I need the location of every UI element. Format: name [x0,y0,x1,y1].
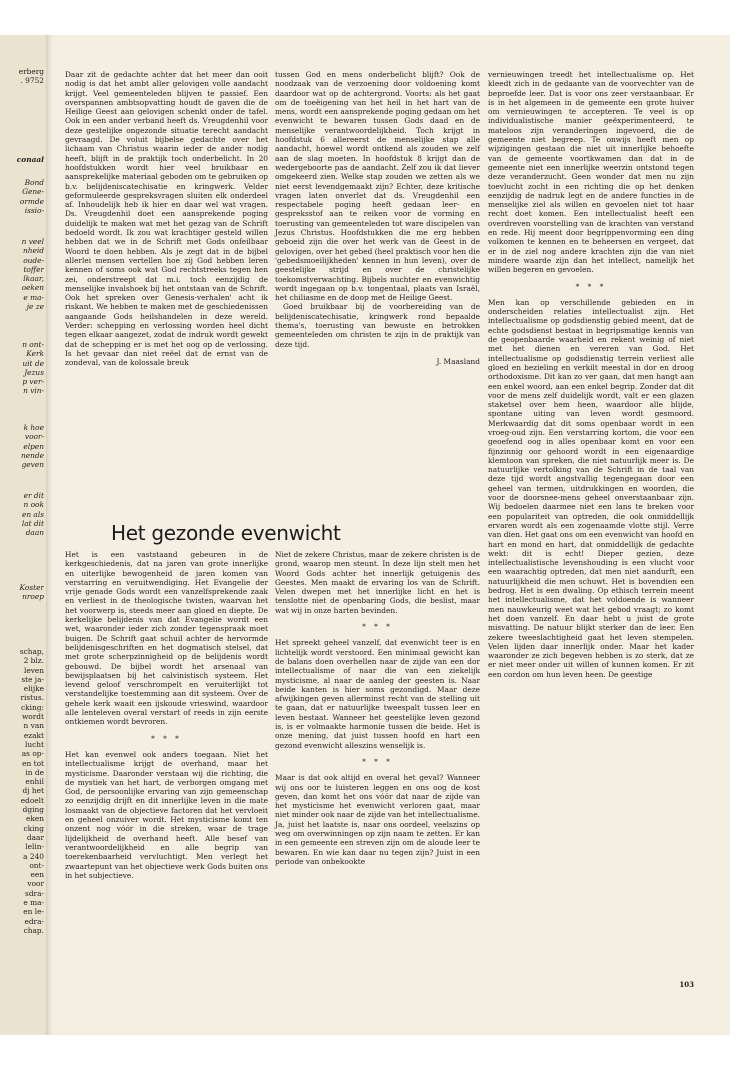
edge-text-block-c [1,178,44,215]
edge-text-line: Gene- [22,187,44,197]
article-paragraph: Niet de zekere Christus, maar de zekere christen is de grond, waarop men steunt. In deze lijn stelt men het Woord Gods achter het innerlijk getuigenis des Geestes. Men maakt de ervaring los van de Schrift. Velen dwepen met het innerlijke licht en het is tenslotte niet de openbaring Gods, die beslist, maar wat wij in onze harten bevinden. [275,550,480,615]
edge-text-line: wordt [21,712,44,722]
edge-text-line: elpen [23,441,44,451]
article-paragraph: Men kan op verschillende gebieden en in onderscheiden relaties intellectualist zijn. Het intellectualisme op godsdienstig gebied meent, dat de echte godsdienst bestaat in begripsmatige kennis van de geopenbaarde waarheid en rekent weinig of niet met het dienen en vereren van God. Het intellectualisme op godsdienstig terrein verliest alle gloed en bezieling en verkilt meestal in dor en droog orthodoxisme. Dit kan zo ver gaan, dat men hangt aan een enkel woord, aan een enkel begrip. Zonder dat dit voor de mens zelf duidelijk wordt, valt er een glazen staketsel over hem heen, waardoor alle blijde, spontane uiting van leven wordt gesmoord. Merkwaardig dat dit soms openbaar wordt in een vroeg-oud zijn. Een verstarring kortom, die voor een geoefend oog in alles openbaar komt en voor een fijnzinnig oor gehoord wordt in een eigenaardige klemtoon van spreken, die niet natuurlijk meer is. De natuurlijke vertolking van de Schrift in de taal van deze tijd wordt angstvallig tegengegaan door een geheel van termen, uitdrukkingen en woorden, die voor de doorsnee-mens geheel onverstaanbaar zijn. Wij bedoelen daarmee niet een lans te breken voor een populariteit van optreden, die ook onmiddellijk ervaren wordt als een zogenaamde vlotte stijl. Verre van dien. Het gaat ons om een evenwicht van hoofd en hart en mond en hart, dat onmiddellijk de gedachte wekt: dit is echt! Dieper gezien, deze intellectualistische levenshouding is een vlucht voor een waarachtig optreden, dat men niet aandurft, een natuurlijkheid die men schuwt. Het is bovendien een bedrog. Het is een dwaling. Op ethisch terrein meent het intellectualisme, dat het voldoende is wanneer men nauwkeurig weet wat het gebod vraagt; zo komt het doen vanzelf. En daar hebt u juist de grote misvatting. De natuur blijkt sterker dan de leer. Een zekere tweeslachtigheid gaat het leven stempelen. Velen lijden daar innerlijk onder. Maar het kader waaronder ze zich begeven hebben is zo sterk, dat ze er niet meer onder uit willen of kunnen komen. Er zit een cordon om hun leven heen. De geestige [488,297,694,679]
edge-text-line: n van [23,721,44,731]
edge-text-line: toffer [23,264,44,274]
edge-text-line: n veel [21,237,44,246]
edge-text-line: nroep [22,592,44,602]
edge-text-line: dj het [22,786,44,796]
edge-text-line: oeken [21,283,44,293]
article-paragraph: Het kan evenwel ook anders toegaan. Niet het intellectualisme krijgt de overhand, maar het mysticisme. Daaronder verstaan wij die richting, die de mystiek van het hart, de verborgen omgang met God, de persoonlijke ervaring van zijn gemeenschap zo eenzijdig drijft en dit innerlijke leven in die mate losmaakt van de objectieve factoren dat het vervloeit en geheel onzuiver wordt. Het mysticisme komt ten onzent nog vóór in die streken, waar de trage lijdelijkheid de overhand heeft. Alle besef van verantwoordelijkheid en alle begrip van toerekenbaarheid vervluchtigt. Men verlegt het zwaartepunt van het objectieve werk Gods buiten ons in het subjectieve. [65,749,268,880]
edge-text-line: lucht [25,739,44,749]
edge-text-line: edra- [24,916,44,926]
edge-text-block-d [1,237,44,311]
article-column-2 [275,550,480,866]
edge-text-line: Bond [24,178,44,187]
edge-text-line: lkaar, [23,274,44,284]
edge-text-line: ont- [29,860,44,870]
section-separator: * * * [362,622,393,632]
edge-text-line: en le- [23,907,44,917]
edge-text-line: daar [26,832,44,842]
edge-text-line: Jezus [24,367,44,377]
edge-text-line: as op- [21,749,44,759]
edge-text-line: lat dit [21,518,44,528]
edge-text-line: Koster [19,583,44,592]
page-number: 103 [679,980,694,989]
article-paragraph: Het spreekt geheel vanzelf, dat evenwicht teer is en lichtelijk wordt verstoord. Een minimaal gewicht kan de balans doen overhellen naar de zijde van een dor intellectualisme of naar die van een ziekelijk mysticisme, al naar de aanleg der geesten is. Naar beide kanten is hier soms gezondigd. Maar deze afwijkingen geven allerminst recht van de stelling uit te gaan, dat er natuurlijke tweespalt tussen leer en leven bestaat. Wanneer het geestelijke leven gezond is, is er volmaakte harmonie tussen die beide. Het is onze mening, dat juist tussen hoofd en hart een gezond evenwicht alleszins wenselijk is. [275,638,480,750]
edge-text-line: cking [23,823,44,833]
article-page [46,35,730,1035]
article-headline: Het gezonde evenwicht [111,521,341,545]
edge-text-line: conaal [16,155,44,164]
edge-text-line: n ont- [22,340,44,349]
edge-text-line: edoelt [20,795,44,805]
edge-text-block-b [1,155,44,164]
edge-text-block-a [1,67,44,86]
section-separator: * * * [362,756,393,766]
section-separator: * * * [151,733,182,743]
edge-text-line: schap, [19,647,44,656]
edge-text-line: n vin- [23,386,44,396]
edge-text-block-g [1,491,44,537]
edge-text-line: cking: [21,702,44,712]
edge-text-line: chap. [23,925,44,935]
review-column-2 [275,70,480,366]
edge-text-line: geven [21,460,44,470]
edge-text-line: ezakt [23,730,44,740]
edge-text-line: e ma- [23,898,44,908]
edge-text-line: leven [23,665,44,675]
edge-text-block-h [1,583,44,602]
edge-text-line: nheid [23,246,44,256]
article-paragraph: vernieuwingen treedt het intellectualisme op. Het kleedt zich in de gedaante van de voorvechter van de beproefde leer. Dat is voor ons zeer verstaanbaar. Er is in het algemeen in de gemeente een grote huiver om vernieuwingen te accepteren. Te veel is op individualistische manier geëxperimenteerd, te mateloos zijn veranderingen ingevoerd, die de gemeente niet begreep. Te onwijs heeft men op wijzigingen gestaan die niet uit innerlijke behoefte van de gemeente voortkwamen dan dat in de gemeente niet een innerlijke weerzin ontstond tegen deze veranderzucht. Geen wonder dat men nu zijn toevlucht zocht in een richting die op het denken eenzijdig de nadruk legt en de andere functies in de menselijke ziel als willen en gevoelen niet tot haar recht doet komen. Een intellectualist heeft een overdreven voorstelling van de krachten van verstand en rede. Hij meent door begrippenvorming een ding volkomen te kennen en te beheersen en vergeet, dat er in de ziel nog andere krachten zijn die van niet mindere waarde zijn dan het intellect, namelijk het willen begeren en gevoelen. [488,70,694,275]
edge-text-line: er dit [23,491,44,500]
edge-text-line: nende [21,450,44,460]
edge-text-line: en als [21,509,44,519]
edge-text-line: e ma- [23,292,44,302]
review-paragraph: tussen God en mens onderbelicht blijft? Ook de noodzaak van de verzoening door voldoening komt daardoor wat op de achtergrond. Voorts: als het gaat om de toeëigening van het heil in het hart van de mens, wordt een aansprekende poging gedaan om het evenwicht te bewaren tussen Gods daad en de menselijke verantwoordelijkheid. Toch krijgt in hoofdstuk 6 allereerst de menselijke stap alle aandacht, hoewel wordt ontkend als zouden we zelf aan de slag moeten. In hoofdstuk 8 krijgt dan de wedergeboorte pas de aandacht. Zelf zou ik dat liever omgekeerd zien. Welke stap zouden we zetten als we niet eerst levendgemaakt zijn? Echter, deze kritische vragen laten onverlet dat ds. Vreugdenhil een respectabele poging heeft gedaan leer- en gespreksstof aan te reiken voor de vorming en toerusting van gemeenteleden tot ware discipelen van Jezus Christus. Hoofdstukken die me erg hebben geboeid zijn die over het werk van de Geest in de gelovigen, over het gebed (heel praktisch voor hen die 'gebedsmoeilijkheden' kennen in hun leven), over de geestelijke strijd en over de christelijke toekomstverwachting. Bijbels nuchter en evenwichtig wordt ingegaan op b.v. tongentaal, plaats van Israël, het chiliasme en de doop met de Heilige Geest. [275,70,480,303]
edge-text-block-i [1,647,44,935]
edge-text-line: ste ja- [21,674,44,684]
edge-text-line: ormde [19,196,44,206]
edge-text-line: uit de [22,358,44,368]
edge-text-line: erberg [18,67,44,76]
edge-text-block-e [1,340,44,396]
edge-text-line: issio- [24,205,44,215]
edge-text-line: enhil [25,777,44,787]
edge-text-line: elijke [23,684,44,694]
edge-text-line: 2 blz. [23,656,44,666]
edge-text-line: voor- [24,432,44,442]
edge-text-line: voor [27,879,44,889]
edge-text-line: a 240 [23,851,44,861]
edge-text-line: daan [25,528,44,538]
edge-text-line: p ver- [22,377,44,387]
edge-text-line: een [30,870,44,880]
edge-text-line: en tot [22,758,44,768]
edge-text-line: eken [26,814,44,824]
edge-text-line: n ook [23,500,44,510]
edge-text-line: sdra- [25,888,44,898]
article-paragraph: Maar is dat ook altijd en overal het geval? Wanneer wij ons oor te luisteren leggen en ons oog de kost geven, dan komt het ons vóór dat naar de zijde van het mysticisme het evenwicht verloren gaat, maar niet minder ook naar de zijde van het intellectualisme. Ja, juist het laatste is, naar ons oordeel, veelszins op weg om overwinningen op zijn naam te zetten. Er kan in een gemeente een streven zijn om de aloude leer te bewaren. En wie kan daar nu tegen zijn? Juist in een periode van onbekookte [275,773,480,866]
article-paragraph: Het is een vaststaand gebeuren in de kerkgeschiedenis, dat na jaren van grote innerlijke en uiterlijke bewogenheid de jaren komen van verstarring en veruitwendiging. Het Evangelie der vrije genade Gods wordt een vanzelfsprekende zaak en verliest in de theologische twisten, waarvan het het voorwerp is, steeds meer aan gloed en diepte. De kerkelijke belijdenis van dat Evangelie wordt een wet, waaronder ieder zich zonder tegenspraak moet buigen. De Schrift gaat schuil achter de hervormde belijdenisgeschriften en het dogmatisch stelsel, dat met grote scherpzinnigheid op de belijdenis wordt gebouwd. De bijbel wordt het arsenaal van bewijsplaatsen bij het calvinistisch systeem. Het levend geloof verschrompelt en veruiterlijkt tot verstandelijke toestemming aan dit systeem. Over de gehele kerk waait een ijskoude vrieswind, waardoor alle lenteleven overal verstart of reeds in zijn eerste ontkiemen wordt bevroren. [65,550,268,727]
review-column-1 [65,70,268,368]
edge-text-line: . 9752 [20,76,44,86]
article-column-1 [65,550,268,880]
section-separator: * * * [575,281,607,291]
edge-text-line: k hoe [23,423,44,432]
article-column-3 [488,70,694,679]
review-signature: J. Maasland [436,356,480,366]
edge-text-block-f [1,423,44,469]
review-paragraph: Goed bruikbaar bij de voorbereiding van de belijdeniscatechisatie, kringwerk rond bepaalde thema's, toerusting van bewuste en betrokken gemeenteleden om christen te zijn in de praktijk van deze tijd. [275,302,480,349]
edge-text-line: oude- [23,255,44,265]
edge-text-line: dging [22,805,44,815]
previous-page-edge [0,35,47,1035]
edge-text-line: lelin- [25,842,44,852]
edge-text-line: in de [25,767,44,777]
review-paragraph: Daar zit de gedachte achter dat het meer dan ooit nodig is dat het ambt aller gelovigen volle aandacht krijgt. Veel gemeenteleden blijven te passief. Een overspannen ambtsopvatting houdt de gaven die de Heilige Geest aan gelovigen schenkt onder de tafel. Ook in een ander verband heeft ds. Vreugdenhil voor deze gestelijke ongezonde situatie terecht aandacht gevraagd. De voluit bijbelse gedachte over het lichaam van Christus waarin ieder de ander nodig heeft, blijft in de praktijk toch onderbelicht. In 20 hoofdstukken wordt hier veel bruikbaar en aansprekelijke materiaal geboden om te gebruiken op b.v. belijdeniscatechisatie en kringwerk. Velder geformuleerde gespreksvragen sluiten elk onderdeel af. Inhoudelijk heb ik hier en daar wel wat vragen. Ds. Vreugdenhil doet een aansprekende poging duidelijk te maken wat met het gezag van de Schrift bedoeld wordt. Ik zou wat krachtiger gesteld willen hebben dat we in de Schrift met Gods onfeilbaar Woord te doen hebben. Als je zegt dat in de bijbel allerlei mensen vertellen hoe zij God hebben leren kennen of soms ook wat God rechtstreeks tegen hen zei, onderstreept dat m.i. toch eenzijdig de menselijke invalshoek bij het ontstaan van de Schrift. Ook het spreken over Genesis-verhalen' acht ik riskant. We hebben te maken met de geschiedenissen aangaande Gods heilshandelen in deze wereld. Verder: schepping en verlossing worden heel dicht tegen elkaar aangezet, zodat de indruk wordt gewekt dat de schepping er is met het oog op de verlossing. Is het gevaar dan niet reëel dat de ernst van de zondeval, van de kolossale breuk [65,70,268,368]
edge-text-line: Kerk [26,349,44,359]
edge-text-line: je ze [26,302,44,312]
edge-text-line: ristus. [20,693,44,703]
